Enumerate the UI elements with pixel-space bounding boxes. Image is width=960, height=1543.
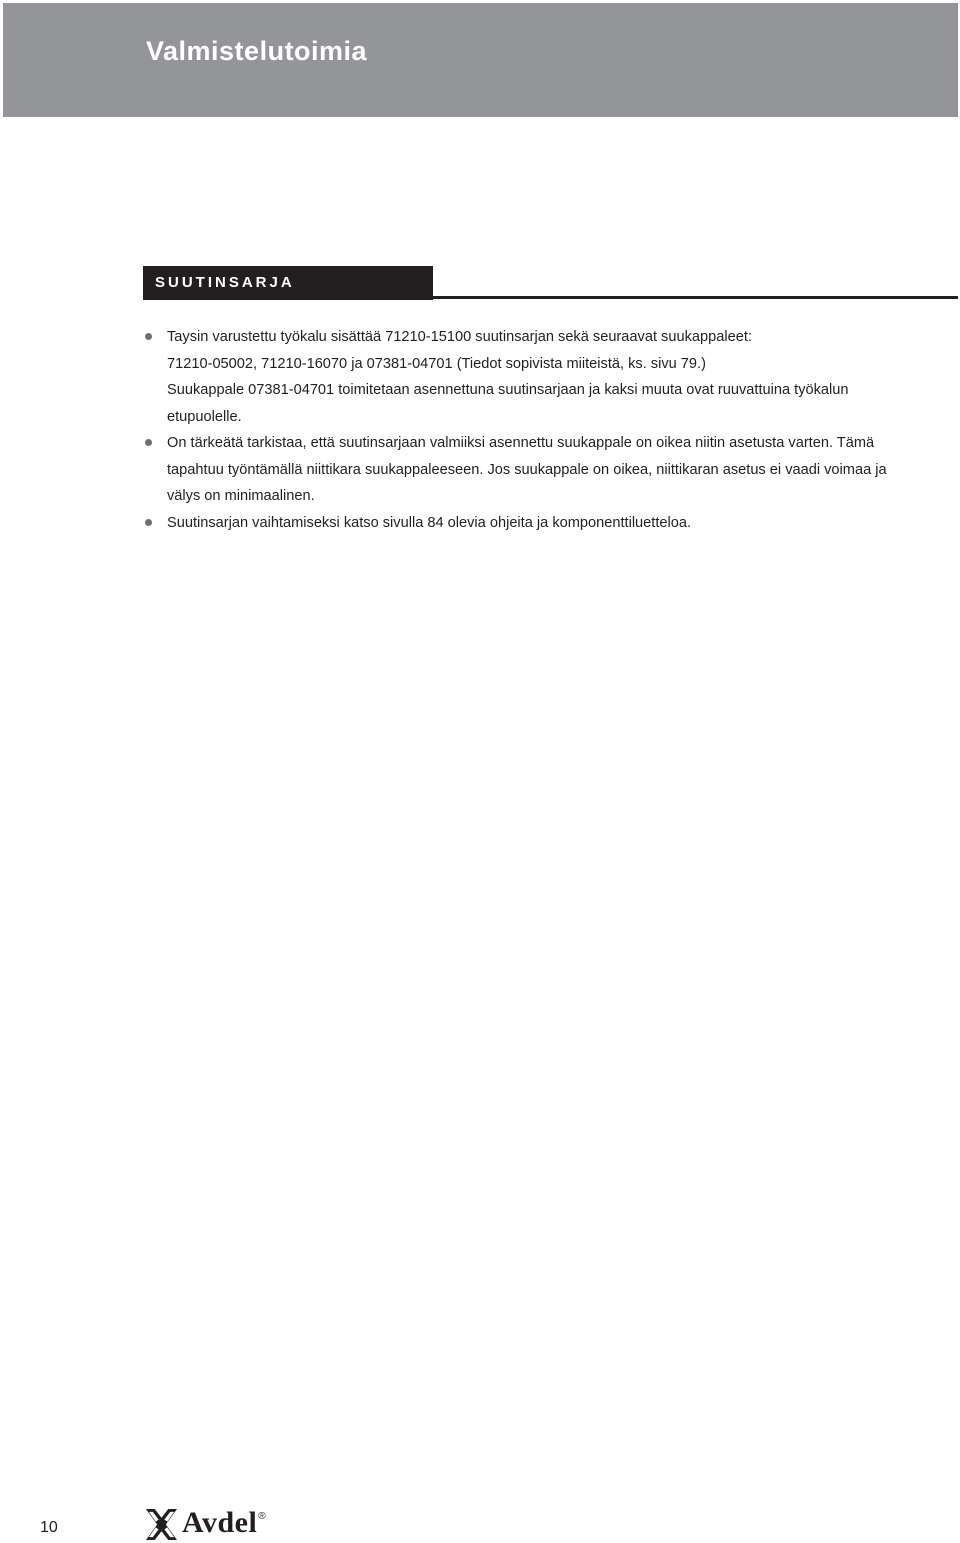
page-number: 10 [40, 1519, 58, 1536]
bullet-dot-icon [145, 519, 152, 526]
text-line: Taysin varustettu työkalu sisättää 71210-15100 suutinsarjan sekä seuraavat suukappaleet: [167, 329, 752, 345]
avdel-logo [146, 1506, 266, 1543]
text-line: Suutinsarjan vaihtamiseksi katso sivulla 84 olevia ohjeita ja komponenttiluetteloa. [167, 514, 692, 531]
text-line: välys on minimaalinen. [167, 488, 315, 504]
text-line: 71210-05002, 71210-16070 ja 07381-04701 (Tiedot sopivista miiteistä, ks. sivu 79.) [167, 355, 706, 372]
bullet-item [143, 430, 903, 510]
text-line: On tärkeätä tarkistaa, että suutinsarjaan valmiiksi asennettu suukappale on oikea niitin asetusta varten. Tämä [167, 435, 875, 451]
bullet-dot-icon [145, 439, 152, 446]
section-header [143, 266, 958, 300]
section-rule [433, 296, 958, 299]
bullet-item [143, 324, 903, 430]
text-line: Suukappale 07381-04701 toimitetaan asennettuna suutinsarjaan ja kaksi muuta ovat ruuvattuina työkalun [167, 382, 849, 398]
page-title: Valmistelutoimia [146, 36, 368, 66]
registered-mark: ® [258, 1511, 266, 1522]
section-title: SUUTINSARJA [155, 274, 295, 291]
text-line: etupuolelle. [167, 408, 242, 425]
bullet-list [143, 324, 903, 536]
header-band [3, 3, 958, 117]
logo-text: Avdel [182, 1506, 258, 1539]
section-tab [143, 266, 433, 300]
bullet-dot-icon [145, 333, 152, 340]
text-line: tapahtuu työntämällä niittikara suukappaleeseen. Jos suukappale on oikea, niittikaran asetus ei vaadi voimaa ja [167, 461, 887, 478]
avdel-crossed-arrows-icon [146, 1509, 177, 1540]
bullet-item [143, 510, 903, 537]
